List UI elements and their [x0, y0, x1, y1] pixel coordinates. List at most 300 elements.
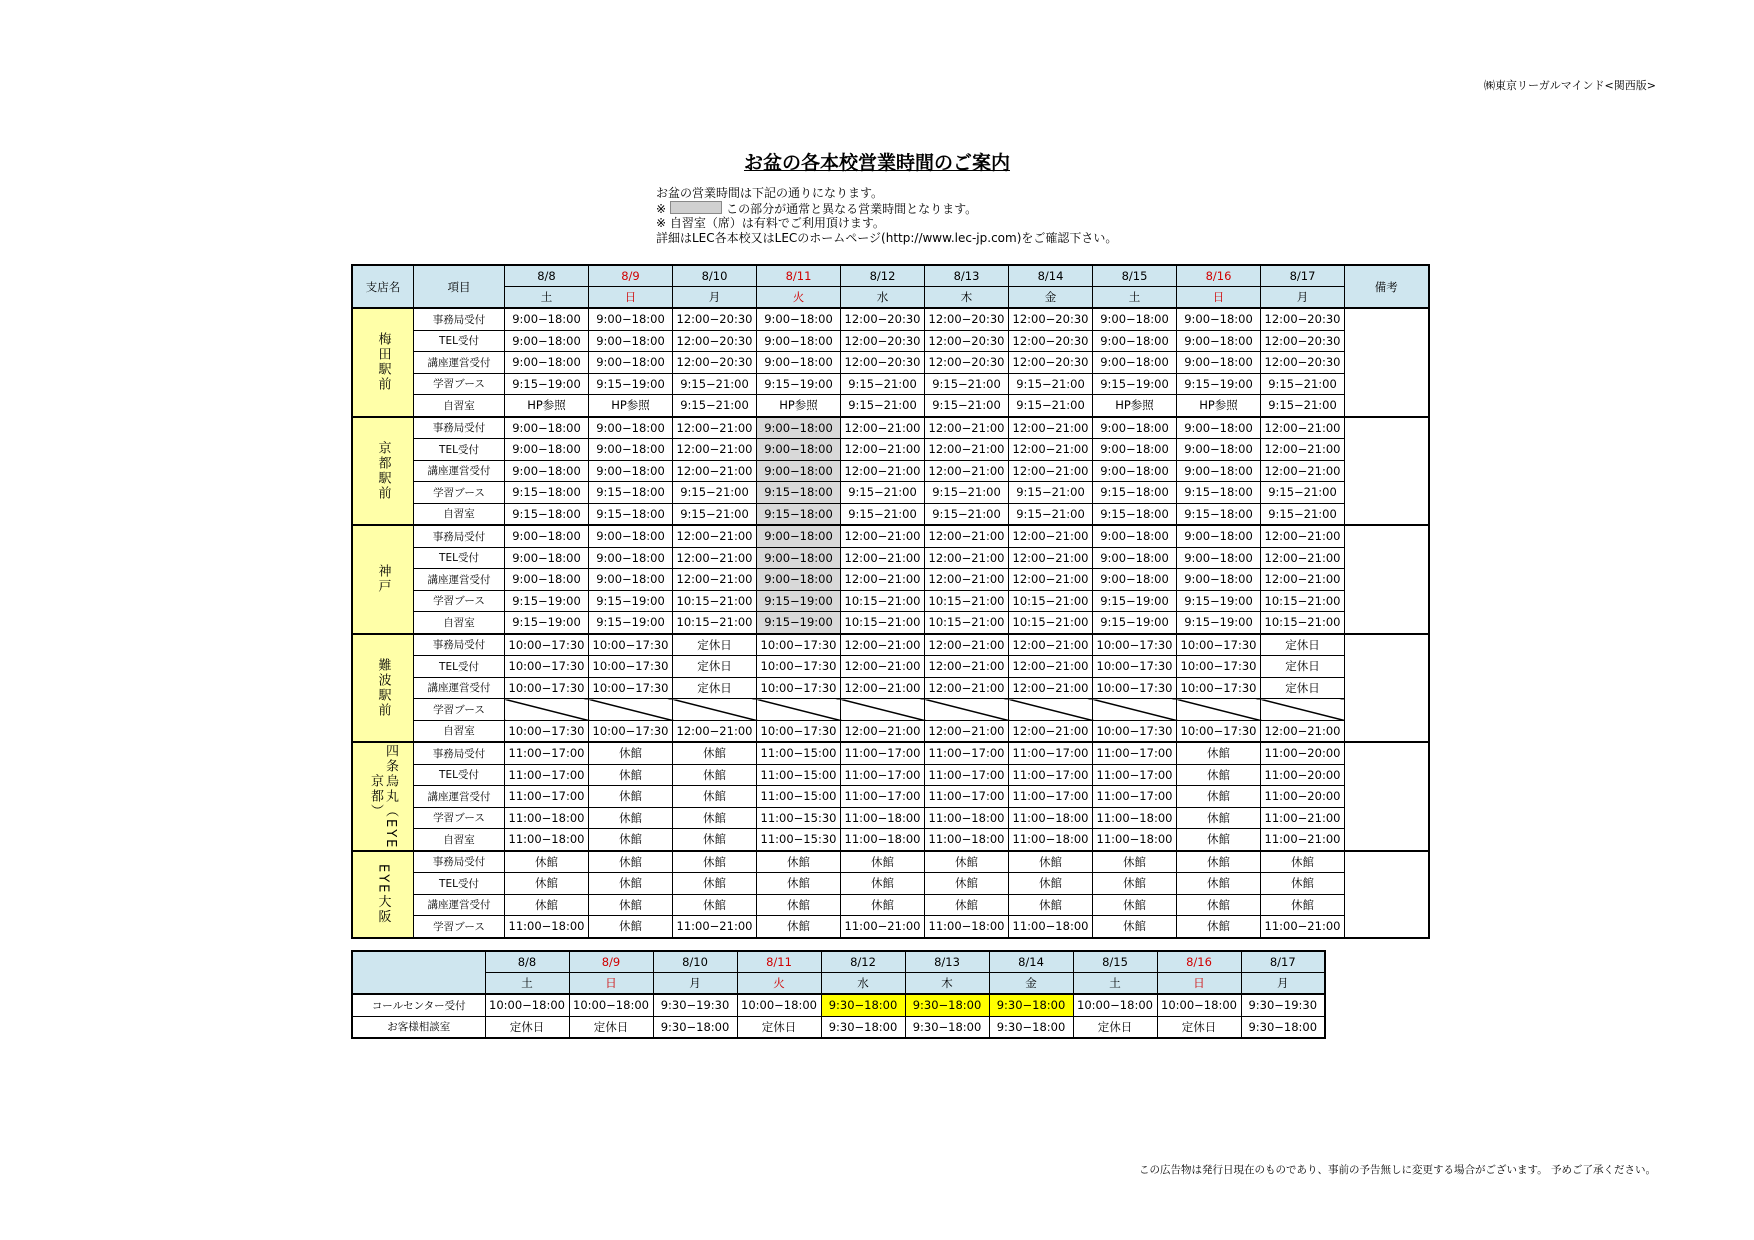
note-line-3: ※ 自習室（席）は有料でご利用頂けます。 — [656, 216, 885, 230]
call-hours-cell: 9:30−18:00 — [821, 994, 905, 1016]
call-hours-cell: 9:30−18:00 — [989, 994, 1073, 1016]
item-label: 自習室 — [414, 395, 505, 417]
hours-cell: 12:00−21:00 — [1009, 439, 1093, 461]
table-row — [352, 547, 1429, 569]
hours-cell: 12:00−20:30 — [1261, 308, 1345, 330]
note-line-4: 詳細はLEC各本校又はLECのホームページ(http://www.lec-jp.com)をご確認下さい。 — [656, 230, 1118, 245]
hours-cell: 9:15−21:00 — [925, 482, 1009, 504]
hours-cell: 9:15−21:00 — [1261, 482, 1345, 504]
call-row — [352, 1016, 1325, 1038]
table-row — [352, 829, 1429, 851]
call-header-date: 8/13 — [905, 951, 989, 973]
call-header-weekday: 月 — [1241, 973, 1325, 995]
hours-cell: 11:00−17:00 — [1009, 764, 1093, 786]
hours-cell: 休館 — [1261, 894, 1345, 916]
not-applicable-cell — [1177, 699, 1261, 721]
hours-cell: 9:15−19:00 — [505, 612, 589, 634]
hours-cell: 休館 — [1177, 742, 1261, 764]
call-header-date: 8/15 — [1073, 951, 1157, 973]
hours-cell: 12:00−20:30 — [925, 330, 1009, 352]
hours-cell: 12:00−21:00 — [841, 417, 925, 439]
hours-cell: 9:00−18:00 — [757, 308, 841, 330]
not-applicable-cell — [1261, 699, 1345, 721]
header-date: 8/15 — [1093, 265, 1177, 287]
header-date: 8/9 — [589, 265, 673, 287]
hours-cell: HP参照 — [1177, 395, 1261, 417]
item-label: 事務局受付 — [414, 308, 505, 330]
hours-cell: 9:00−18:00 — [1093, 330, 1177, 352]
call-header-row-weekdays — [352, 973, 1325, 995]
hours-cell: 休館 — [757, 873, 841, 895]
hours-cell: 12:00−20:30 — [925, 308, 1009, 330]
item-label: 自習室 — [414, 503, 505, 525]
hours-cell: 12:00−21:00 — [673, 525, 757, 547]
header-date: 8/8 — [505, 265, 589, 287]
hours-cell: 11:00−21:00 — [1261, 829, 1345, 851]
hours-cell: 9:15−19:00 — [1093, 373, 1177, 395]
call-header-weekday: 水 — [821, 973, 905, 995]
table-row — [352, 916, 1429, 938]
hours-cell: 9:00−18:00 — [505, 439, 589, 461]
page-title: お盆の各本校営業時間のご案内 — [743, 152, 1010, 174]
call-header-date: 8/11 — [737, 951, 821, 973]
item-label: 事務局受付 — [414, 851, 505, 873]
hours-cell: 休館 — [1177, 829, 1261, 851]
hours-cell: 定休日 — [673, 656, 757, 678]
hours-cell: 11:00−20:00 — [1261, 764, 1345, 786]
header-weekday: 金 — [1009, 287, 1093, 309]
hours-cell: 12:00−21:00 — [1261, 525, 1345, 547]
hours-cell: 10:00−17:30 — [1177, 634, 1261, 656]
hours-cell: 9:00−18:00 — [589, 439, 673, 461]
hours-cell: 12:00−21:00 — [925, 525, 1009, 547]
hours-cell: 11:00−17:00 — [841, 764, 925, 786]
notes-cell — [1345, 308, 1429, 417]
notes-cell — [1345, 525, 1429, 634]
hours-cell: 9:15−21:00 — [1009, 373, 1093, 395]
header-weekday: 日 — [589, 287, 673, 309]
hours-cell: 9:15−19:00 — [589, 590, 673, 612]
note-line-1: お盆の営業時間は下記の通りになります。 — [656, 186, 884, 200]
hours-cell: 9:00−18:00 — [505, 330, 589, 352]
call-hours-cell: 10:00−18:00 — [1157, 994, 1241, 1016]
call-hours-cell: 9:30−18:00 — [653, 1016, 737, 1038]
call-hours-cell: 9:30−18:00 — [989, 1016, 1073, 1038]
hours-cell: 10:00−17:30 — [589, 634, 673, 656]
hours-cell: 9:00−18:00 — [505, 525, 589, 547]
hours-cell: 9:15−21:00 — [841, 482, 925, 504]
table-row — [352, 590, 1429, 612]
notes — [656, 186, 1117, 245]
hours-cell: 9:15−19:00 — [757, 373, 841, 395]
hours-cell: 9:15−21:00 — [673, 373, 757, 395]
hours-cell: 9:15−19:00 — [505, 373, 589, 395]
header-weekday: 月 — [1261, 287, 1345, 309]
hours-cell: 12:00−21:00 — [1009, 569, 1093, 591]
hours-cell: 12:00−21:00 — [841, 460, 925, 482]
hours-cell: 11:00−18:00 — [841, 829, 925, 851]
hours-cell: 休館 — [589, 764, 673, 786]
branch-name — [352, 308, 414, 417]
hours-cell: HP参照 — [589, 395, 673, 417]
header-weekday: 土 — [1093, 287, 1177, 309]
call-header-date: 8/9 — [569, 951, 653, 973]
item-label: 学習ブース — [414, 807, 505, 829]
call-hours-cell: 10:00−18:00 — [1073, 994, 1157, 1016]
hours-cell: 12:00−21:00 — [673, 720, 757, 742]
hours-cell: 11:00−18:00 — [841, 807, 925, 829]
hours-cell: 休館 — [589, 916, 673, 938]
hours-cell: 9:00−18:00 — [505, 417, 589, 439]
footer-disclaimer: この広告物は発行日現在のものであり、事前の予告無しに変更する場合がございます。 予めご了承ください。 — [1139, 1164, 1656, 1176]
hours-cell: 休館 — [841, 873, 925, 895]
hours-cell: 9:00−18:00 — [1093, 352, 1177, 374]
hours-cell: 9:00−18:00 — [757, 352, 841, 374]
header-date: 8/13 — [925, 265, 1009, 287]
hours-cell: 10:00−17:30 — [757, 656, 841, 678]
hours-cell: 12:00−21:00 — [1009, 720, 1093, 742]
hours-cell: 9:00−18:00 — [1177, 569, 1261, 591]
hours-cell: 11:00−17:00 — [925, 742, 1009, 764]
header-row-weekdays — [352, 287, 1429, 309]
hours-cell: 12:00−21:00 — [1009, 547, 1093, 569]
not-applicable-cell — [1093, 699, 1177, 721]
hours-cell: 12:00−21:00 — [1261, 569, 1345, 591]
hours-cell: 11:00−21:00 — [1261, 807, 1345, 829]
hours-cell: 9:15−19:00 — [1177, 373, 1261, 395]
call-header-weekday: 土 — [1073, 973, 1157, 995]
hours-cell: 10:00−17:30 — [589, 656, 673, 678]
hours-cell: 10:00−17:30 — [1093, 656, 1177, 678]
table-row — [352, 677, 1429, 699]
hours-cell: 休館 — [673, 786, 757, 808]
hours-cell: 10:00−17:30 — [757, 677, 841, 699]
hours-cell: 休館 — [1009, 851, 1093, 873]
hours-cell: 10:15−21:00 — [925, 612, 1009, 634]
hours-cell: 休館 — [589, 873, 673, 895]
hours-cell: 12:00−21:00 — [925, 634, 1009, 656]
hours-cell: 12:00−21:00 — [925, 417, 1009, 439]
hours-cell: 9:00−18:00 — [1093, 569, 1177, 591]
hours-cell: HP参照 — [757, 395, 841, 417]
header-weekday: 日 — [1177, 287, 1261, 309]
branch-name-label: 神戸 — [375, 564, 391, 595]
item-label: 自習室 — [414, 612, 505, 634]
hours-cell: 9:00−18:00 — [1177, 417, 1261, 439]
hours-cell: 12:00−20:30 — [841, 308, 925, 330]
hours-cell: 12:00−20:30 — [673, 308, 757, 330]
hours-cell: 12:00−21:00 — [925, 569, 1009, 591]
branch-name — [352, 851, 414, 938]
hours-cell: 11:00−18:00 — [505, 829, 589, 851]
hours-cell: 9:00−18:00 — [589, 525, 673, 547]
hours-cell: 10:00−17:30 — [505, 677, 589, 699]
hours-cell: 10:00−17:30 — [1177, 656, 1261, 678]
item-label: TEL受付 — [414, 439, 505, 461]
hours-cell: 12:00−21:00 — [925, 720, 1009, 742]
call-hours-cell: 定休日 — [1073, 1016, 1157, 1038]
hours-cell: 9:00−18:00 — [589, 547, 673, 569]
hours-cell: 9:15−18:00 — [505, 482, 589, 504]
hours-cell: 休館 — [841, 894, 925, 916]
hours-cell: 9:15−21:00 — [1009, 503, 1093, 525]
hours-cell: 12:00−21:00 — [673, 547, 757, 569]
hours-cell: 12:00−21:00 — [925, 677, 1009, 699]
hours-cell: 10:00−17:30 — [757, 634, 841, 656]
call-hours-cell: 9:30−18:00 — [1241, 1016, 1325, 1038]
not-applicable-cell — [757, 699, 841, 721]
hours-cell: 10:15−21:00 — [1261, 590, 1345, 612]
not-applicable-cell — [1009, 699, 1093, 721]
hours-cell: 9:15−19:00 — [757, 590, 841, 612]
hours-cell: 9:00−18:00 — [1177, 352, 1261, 374]
hours-cell: 9:15−21:00 — [673, 503, 757, 525]
hours-cell: 11:00−15:00 — [757, 764, 841, 786]
hours-cell: 休館 — [1009, 894, 1093, 916]
not-applicable-cell — [841, 699, 925, 721]
hours-cell: 9:00−18:00 — [505, 308, 589, 330]
notes-cell — [1345, 417, 1429, 526]
hours-cell: 休館 — [673, 829, 757, 851]
call-hours-cell: 10:00−18:00 — [569, 994, 653, 1016]
hours-cell: 休館 — [673, 742, 757, 764]
call-header-date: 8/8 — [485, 951, 569, 973]
hours-cell: 9:15−18:00 — [505, 503, 589, 525]
call-hours-cell: 9:30−18:00 — [821, 1016, 905, 1038]
hours-cell: 12:00−21:00 — [841, 720, 925, 742]
not-applicable-cell — [673, 699, 757, 721]
hours-cell: 11:00−17:00 — [1093, 764, 1177, 786]
hours-cell: 9:00−18:00 — [1093, 439, 1177, 461]
hours-cell: 定休日 — [673, 634, 757, 656]
hours-cell: 10:00−17:30 — [757, 720, 841, 742]
item-label: 学習ブース — [414, 699, 505, 721]
hours-cell: 休館 — [925, 851, 1009, 873]
header-weekday: 月 — [673, 287, 757, 309]
call-hours-cell: 定休日 — [569, 1016, 653, 1038]
hours-cell: 休館 — [589, 829, 673, 851]
branch-name — [352, 634, 414, 743]
hours-cell: 12:00−21:00 — [841, 677, 925, 699]
hours-cell: 9:00−18:00 — [757, 547, 841, 569]
hours-cell: 11:00−21:00 — [841, 916, 925, 938]
branch-name-label: EYE大阪 — [375, 863, 391, 925]
hours-cell: 休館 — [589, 851, 673, 873]
hours-cell: 11:00−18:00 — [1009, 916, 1093, 938]
hours-cell: 休館 — [1093, 894, 1177, 916]
item-label: 学習ブース — [414, 590, 505, 612]
call-hours-cell: 9:30−18:00 — [905, 1016, 989, 1038]
call-header-weekday: 木 — [905, 973, 989, 995]
hours-cell: 9:00−18:00 — [589, 417, 673, 439]
hours-cell: 9:15−21:00 — [673, 395, 757, 417]
header-weekday: 土 — [505, 287, 589, 309]
header-notes: 備考 — [1345, 265, 1429, 308]
hours-cell: 12:00−21:00 — [925, 439, 1009, 461]
call-hours-cell: 定休日 — [737, 1016, 821, 1038]
hours-cell: 休館 — [589, 807, 673, 829]
hours-cell: 10:15−21:00 — [841, 612, 925, 634]
hours-cell: 9:15−21:00 — [1009, 482, 1093, 504]
call-row — [352, 994, 1325, 1016]
hours-cell: 12:00−21:00 — [1261, 720, 1345, 742]
hours-cell: 休館 — [673, 764, 757, 786]
call-hours-cell: 9:30−19:30 — [653, 994, 737, 1016]
hours-cell: 10:15−21:00 — [673, 612, 757, 634]
hours-cell: 11:00−18:00 — [1009, 829, 1093, 851]
hours-cell: 10:15−21:00 — [673, 590, 757, 612]
table-row — [352, 634, 1429, 656]
hours-cell: 12:00−21:00 — [673, 460, 757, 482]
hours-cell: 9:15−19:00 — [589, 373, 673, 395]
hours-cell: 11:00−17:00 — [841, 742, 925, 764]
item-label: 事務局受付 — [414, 417, 505, 439]
hours-cell: 9:00−18:00 — [1093, 525, 1177, 547]
hours-cell: 定休日 — [1261, 656, 1345, 678]
hours-cell: 11:00−15:30 — [757, 807, 841, 829]
table-row — [352, 873, 1429, 895]
hours-cell: 9:00−18:00 — [589, 330, 673, 352]
table-row — [352, 894, 1429, 916]
hours-cell: 9:15−21:00 — [1009, 395, 1093, 417]
hours-cell: 休館 — [757, 916, 841, 938]
hours-cell: HP参照 — [1093, 395, 1177, 417]
hours-cell: 12:00−21:00 — [925, 460, 1009, 482]
hours-cell: 11:00−21:00 — [673, 916, 757, 938]
call-header-date: 8/17 — [1241, 951, 1325, 973]
hours-cell: 9:15−19:00 — [505, 590, 589, 612]
table-row — [352, 417, 1429, 439]
item-label: 学習ブース — [414, 482, 505, 504]
hours-cell: HP参照 — [505, 395, 589, 417]
call-item-label: コールセンター受付 — [352, 994, 485, 1016]
hours-cell: 9:00−18:00 — [757, 439, 841, 461]
hours-cell: 休館 — [1261, 851, 1345, 873]
hours-cell: 12:00−20:30 — [925, 352, 1009, 374]
hours-cell: 9:15−18:00 — [757, 482, 841, 504]
hours-cell: 9:15−19:00 — [1093, 612, 1177, 634]
table-row — [352, 720, 1429, 742]
hours-cell: 11:00−17:00 — [925, 786, 1009, 808]
changed-hours-swatch — [670, 201, 722, 214]
hours-cell: 9:15−18:00 — [1177, 482, 1261, 504]
company-name: ㈱東京リーガルマインド<関西版> — [1484, 79, 1656, 92]
hours-cell: 9:00−18:00 — [505, 547, 589, 569]
hours-cell: 9:15−21:00 — [925, 503, 1009, 525]
table-row — [352, 569, 1429, 591]
hours-cell: 9:15−19:00 — [589, 612, 673, 634]
hours-cell: 10:00−17:30 — [505, 634, 589, 656]
hours-cell: 休館 — [505, 851, 589, 873]
hours-cell: 12:00−20:30 — [1009, 330, 1093, 352]
hours-cell: 9:15−18:00 — [1093, 503, 1177, 525]
hours-cell: 休館 — [505, 873, 589, 895]
item-label: 事務局受付 — [414, 634, 505, 656]
branch-name — [352, 417, 414, 526]
hours-cell: 9:15−21:00 — [841, 395, 925, 417]
item-label: 講座運営受付 — [414, 677, 505, 699]
call-header-weekday: 月 — [653, 973, 737, 995]
hours-cell: 12:00−21:00 — [841, 634, 925, 656]
call-header-date: 8/14 — [989, 951, 1073, 973]
call-item-label: お客様相談室 — [352, 1016, 485, 1038]
hours-cell: 9:15−19:00 — [1093, 590, 1177, 612]
hours-cell: 12:00−21:00 — [1009, 417, 1093, 439]
hours-cell: 12:00−21:00 — [841, 525, 925, 547]
item-label: TEL受付 — [414, 873, 505, 895]
hours-cell: 9:00−18:00 — [757, 417, 841, 439]
hours-cell: 12:00−21:00 — [1261, 439, 1345, 461]
hours-cell: 休館 — [925, 894, 1009, 916]
hours-cell: 9:00−18:00 — [1177, 525, 1261, 547]
header-item: 項目 — [414, 265, 505, 308]
hours-cell: 10:15−21:00 — [841, 590, 925, 612]
hours-cell: 10:15−21:00 — [1009, 590, 1093, 612]
item-label: 事務局受付 — [414, 742, 505, 764]
hours-cell: 9:00−18:00 — [505, 569, 589, 591]
hours-cell: 休館 — [1093, 851, 1177, 873]
hours-cell: 12:00−21:00 — [1261, 460, 1345, 482]
item-label: TEL受付 — [414, 764, 505, 786]
header-date: 8/14 — [1009, 265, 1093, 287]
not-applicable-cell — [925, 699, 1009, 721]
table-row — [352, 742, 1429, 764]
branch-name-label: 梅田駅前 — [375, 332, 391, 393]
hours-cell: 9:15−21:00 — [841, 503, 925, 525]
hours-cell: 9:00−18:00 — [589, 460, 673, 482]
item-label: TEL受付 — [414, 656, 505, 678]
call-header-weekday: 日 — [1157, 973, 1241, 995]
hours-cell: 9:15−21:00 — [1261, 503, 1345, 525]
call-header-row-dates — [352, 951, 1325, 973]
table-row — [352, 851, 1429, 873]
hours-cell: 11:00−17:00 — [1009, 786, 1093, 808]
table-row — [352, 503, 1429, 525]
hours-cell: 9:00−18:00 — [757, 330, 841, 352]
hours-cell: 12:00−20:30 — [1261, 352, 1345, 374]
hours-cell: 10:00−17:30 — [1177, 677, 1261, 699]
hours-cell: 休館 — [841, 851, 925, 873]
hours-cell: 9:00−18:00 — [1177, 308, 1261, 330]
hours-cell: 9:15−21:00 — [841, 373, 925, 395]
branch-name — [352, 525, 414, 634]
hours-cell: 休館 — [1177, 851, 1261, 873]
call-header-weekday: 金 — [989, 973, 1073, 995]
call-hours-cell: 定休日 — [485, 1016, 569, 1038]
table-row — [352, 525, 1429, 547]
hours-cell: 11:00−20:00 — [1261, 742, 1345, 764]
hours-cell: 9:00−18:00 — [757, 525, 841, 547]
hours-cell: 休館 — [589, 742, 673, 764]
table-row — [352, 764, 1429, 786]
hours-cell: 休館 — [925, 873, 1009, 895]
table-row — [352, 373, 1429, 395]
table-row — [352, 699, 1429, 721]
hours-cell: 12:00−20:30 — [841, 352, 925, 374]
hours-cell: 11:00−17:00 — [505, 764, 589, 786]
call-header-date: 8/10 — [653, 951, 737, 973]
hours-cell: 11:00−17:00 — [505, 786, 589, 808]
hours-cell: 11:00−17:00 — [841, 786, 925, 808]
hours-cell: 休館 — [757, 851, 841, 873]
hours-cell: 9:15−21:00 — [925, 395, 1009, 417]
hours-cell: 9:00−18:00 — [589, 352, 673, 374]
hours-cell: 10:00−17:30 — [589, 677, 673, 699]
branch-name-label: 難波駅前 — [375, 657, 391, 718]
hours-cell: 11:00−18:00 — [505, 916, 589, 938]
table-row — [352, 786, 1429, 808]
hours-cell: 12:00−21:00 — [1009, 656, 1093, 678]
